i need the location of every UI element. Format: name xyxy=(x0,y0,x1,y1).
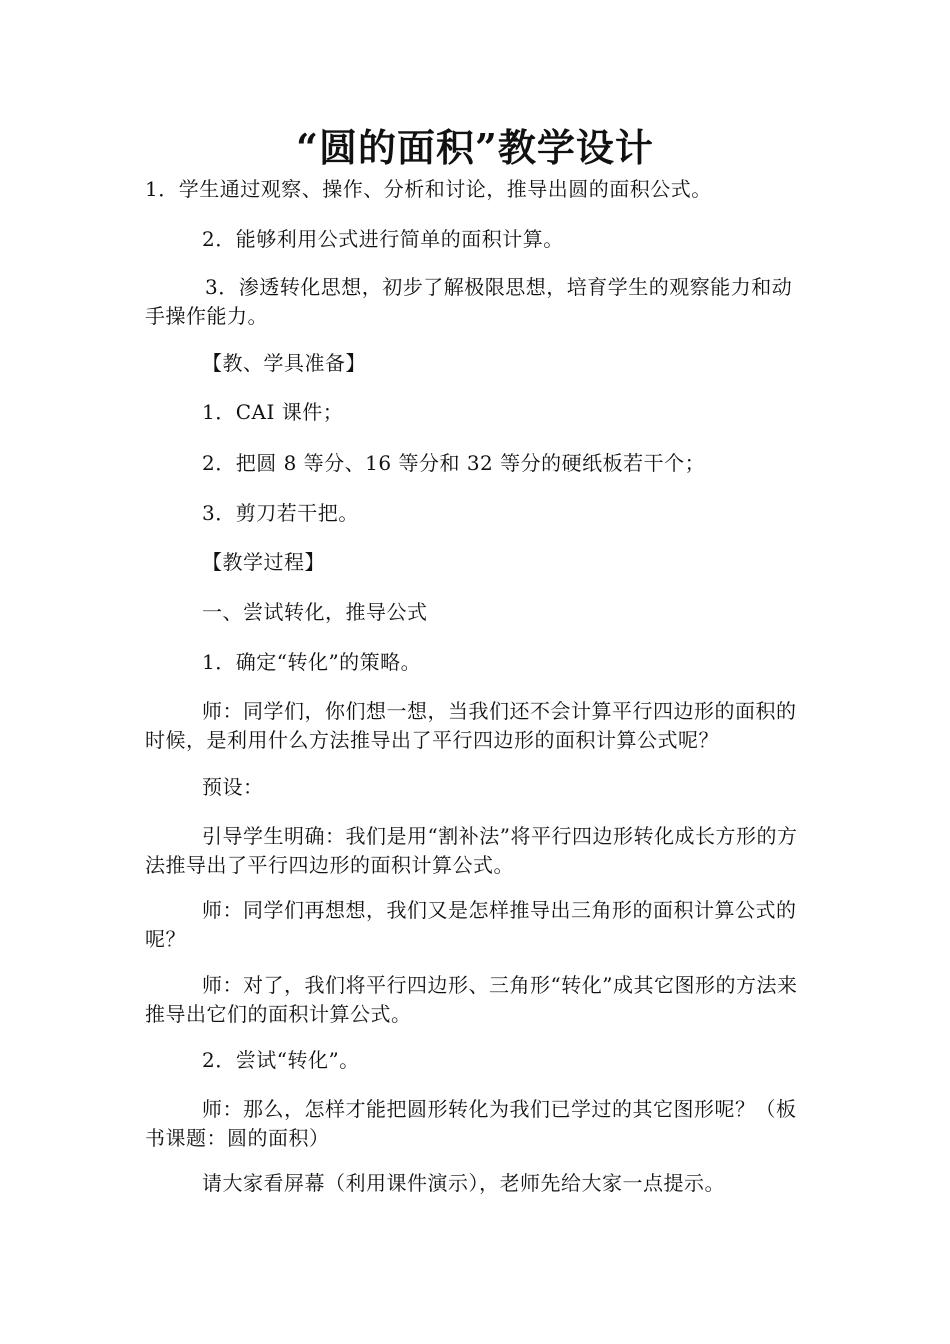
paragraph-step-2: 2．尝试“转化”。 xyxy=(202,1048,360,1072)
paragraph-material-1: 1．CAI 课件； xyxy=(202,400,344,424)
paragraph-guidance: 引导学生明确：我们是用“割补法”将平行四边形转化成长方形的方法推导出了平行四边形的面积计算公式。 xyxy=(145,824,798,877)
paragraph-objective-1: 1．学生通过观察、操作、分析和讨论，推导出圆的面积公式。 xyxy=(145,177,712,201)
paragraph-screen-demo: 请大家看屏幕（利用课件演示），老师先给大家一点提示。 xyxy=(202,1171,725,1195)
paragraph-material-2: 2．把圆 8 等分、16 等分和 32 等分的硬纸板若干个； xyxy=(202,451,706,475)
paragraph-teacher-summary: 师：对了，我们将平行四边形、三角形“转化”成其它图形的方法来推导出它们的面积计算公式。 xyxy=(145,973,798,1026)
paragraph-teacher-question-1: 师：同学们，你们想一想，当我们还不会计算平行四边形的面积的时候，是利用什么方法推导出了平行四边形的面积计算公式呢？ xyxy=(145,699,797,752)
paragraph-teacher-question-2: 师：同学们再想想，我们又是怎样推导出三角形的面积计算公式的呢？ xyxy=(145,898,797,951)
paragraph-preset: 预设： xyxy=(202,775,264,799)
document-title: “圆的面积”教学设计 xyxy=(296,125,654,170)
section-heading-process: 【教学过程】 xyxy=(202,550,325,574)
paragraph-step-heading: 一、尝试转化，推导公式 xyxy=(202,600,428,624)
paragraph-objective-3: 3．渗透转化思想，初步了解极限思想，培育学生的观察能力和动手操作能力。 xyxy=(145,275,793,328)
paragraph-teacher-question-3: 师：那么，怎样才能把圆形转化为我们已学过的其它图形呢？（板书课题：圆的面积） xyxy=(145,1097,797,1150)
paragraph-material-3: 3．剪刀若干把。 xyxy=(202,501,359,525)
paragraph-objective-2: 2．能够利用公式进行简单的面积计算。 xyxy=(202,227,564,251)
section-heading-materials: 【教、学具准备】 xyxy=(202,351,366,375)
paragraph-step-1: 1．确定“转化”的策略。 xyxy=(202,650,422,674)
